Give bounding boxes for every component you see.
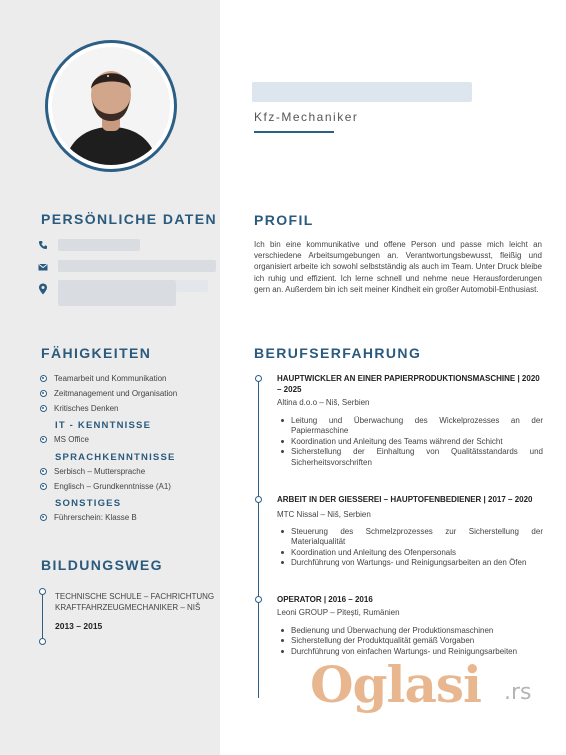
sidebar xyxy=(0,0,220,755)
bullet-icon xyxy=(40,514,47,521)
email-redacted xyxy=(58,260,216,272)
languages-heading: SPRACHKENNTNISSE xyxy=(55,452,176,463)
list-item: Durchführung von Wartungs- und Reinigungsarbeiten an den Öfen xyxy=(281,558,543,568)
bullet-icon xyxy=(40,405,47,412)
experience-heading: BERUFSERFAHRUNG xyxy=(254,345,422,361)
list-item: Serbisch – Muttersprache xyxy=(40,466,171,481)
person-avatar-icon xyxy=(52,47,170,165)
timeline-node-icon xyxy=(39,638,46,645)
phone-icon xyxy=(38,240,48,250)
list-item: MS Office xyxy=(40,434,89,449)
education-school: TECHNISCHE SCHULE – FACHRICHTUNG KRAFTFAHRZEUGMECHANIKER – NIŠ xyxy=(55,592,215,612)
list-item: Bedienung und Überwachung der Produktionsmaschinen xyxy=(281,626,543,636)
personal-data-heading: PERSÖNLICHE DATEN xyxy=(41,211,217,227)
list-item: Leitung und Überwachung des Wickelprozesses an der Papiermaschine xyxy=(281,416,543,437)
other-heading: SONSTIGES xyxy=(55,498,122,509)
timeline-node-icon xyxy=(255,496,262,503)
other-list xyxy=(40,512,137,527)
bullet-icon xyxy=(40,375,47,382)
list-item: Durchführung von einfachen Wartungs- und Reinigungsarbeiten xyxy=(281,647,543,657)
list-item: Kritisches Denken xyxy=(40,403,177,418)
timeline-node-icon xyxy=(255,596,262,603)
address-redacted-part xyxy=(176,280,208,292)
job-tasks-3 xyxy=(281,626,543,657)
phone-redacted xyxy=(58,239,140,251)
timeline-node-icon xyxy=(39,588,46,595)
bullet-icon xyxy=(40,436,47,443)
location-pin-icon xyxy=(38,283,48,295)
skills-heading: FÄHIGKEITEN xyxy=(41,345,152,361)
profile-text: Ich bin eine kommunikative und offene Person und passe mich leicht an verschiedene Arbeitsumgebungen an. Verantwortungsbewusst, fleißig und organisiert arbeite ich sowohl selbstständig als auch im Team. Unter Druck bleibe ich ruhig und effizient. Ich lerne schnell und nehme neue Herausforderungen gern an. Außerdem bin ich seit meiner Kindheit ein großer Automobil-Enthusiast. xyxy=(254,240,542,294)
list-item: Steuerung des Schmelzprozesses zur Sicherstellung der Materialqualität xyxy=(281,527,543,548)
it-skills-list xyxy=(40,434,89,449)
bullet-icon xyxy=(40,468,47,475)
bullet-icon xyxy=(40,390,47,397)
oglasi-watermark-logo: Oglasi xyxy=(310,655,482,714)
job-title-1: HAUPTWICKLER AN EINER PAPIERPRODUKTIONSMASCHINE | 2020 – 2025 xyxy=(277,374,540,394)
it-skills-heading: IT - KENNTNISSE xyxy=(55,420,152,431)
job-tasks-2 xyxy=(281,527,543,569)
name-redacted xyxy=(252,82,472,102)
list-item: Koordination und Anleitung des Ofenpersonals xyxy=(281,548,543,558)
education-timeline xyxy=(42,590,43,642)
list-item: Koordination und Anleitung des Teams während der Schicht xyxy=(281,437,543,447)
job-company-2: MTC Nissal – Niš, Serbien xyxy=(277,510,371,519)
profile-heading: PROFIL xyxy=(254,212,314,228)
education-heading: BILDUNGSWEG xyxy=(41,557,163,573)
profile-photo xyxy=(52,47,170,165)
job-title-2: ARBEIT IN DER GIESSEREI – HAUPTOFENBEDIENER | 2017 – 2020 xyxy=(277,495,533,504)
address-redacted xyxy=(58,280,176,306)
experience-timeline xyxy=(258,378,259,698)
job-title-3: OPERATOR | 2016 – 2016 xyxy=(277,595,373,604)
job-tasks-1 xyxy=(281,416,543,468)
timeline-node-icon xyxy=(255,375,262,382)
education-years: 2013 – 2015 xyxy=(55,621,103,631)
list-item: Führerschein: Klasse B xyxy=(40,512,137,527)
job-company-3: Leoni GROUP – Pitești, Rumänien xyxy=(277,608,400,617)
list-item: Englisch – Grundkenntnisse (A1) xyxy=(40,481,171,496)
list-item: Sicherstellung der Produktqualität gemäß Vorgaben xyxy=(281,636,543,646)
list-item: Teamarbeit und Kommunikation xyxy=(40,373,177,388)
languages-list xyxy=(40,466,171,496)
list-item: Sicherstellung der Einhaltung von Qualitätsstandards und Sicherheitsvorschriften xyxy=(281,447,543,468)
job-company-1: Altina d.o.o – Niš, Serbien xyxy=(277,398,370,407)
bullet-icon xyxy=(40,483,47,490)
profile-photo-frame xyxy=(45,40,177,172)
title-underline xyxy=(254,131,334,133)
skills-list xyxy=(40,373,177,418)
oglasi-watermark-suffix: .rs xyxy=(504,680,532,705)
list-item: Zeitmanagement und Organisation xyxy=(40,388,177,403)
mail-icon xyxy=(38,262,48,272)
job-title: Kfz-Mechaniker xyxy=(254,110,359,124)
